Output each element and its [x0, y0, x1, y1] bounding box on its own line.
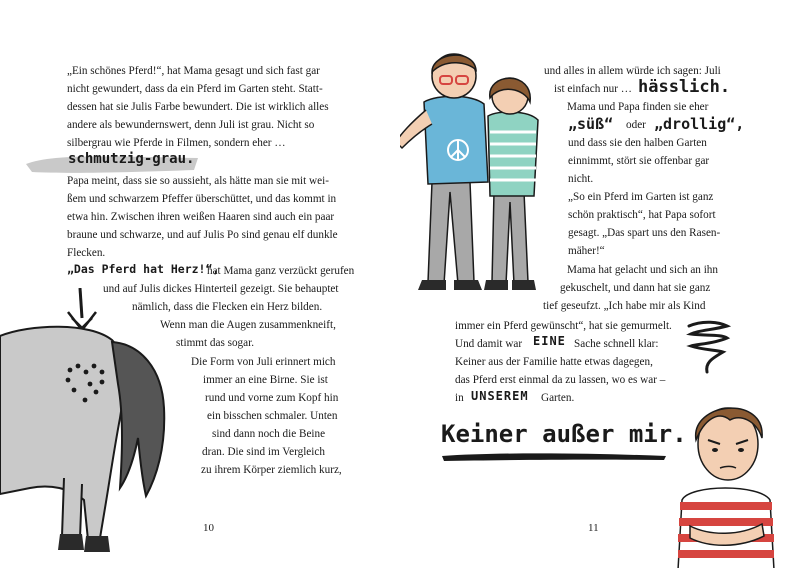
handwritten-drollig: „drollig“,	[654, 115, 745, 133]
text-line: schön praktisch“, hat Papa sofort	[568, 209, 716, 221]
text-line: rund und vorne zum Kopf hin	[205, 392, 339, 404]
text-line: und alles in allem würde ich sagen: Juli	[544, 65, 721, 77]
text-line: nämlich, dass die Flecken ein Herz bilden.	[132, 301, 323, 313]
handwritten-eine: EINE	[533, 334, 566, 348]
girl-illustration	[670, 380, 780, 568]
text-line: nicht gewundert, dass da ein Pferd im Garten steht. Statt-	[67, 83, 323, 95]
text-line: braune und schwarze, und auf Julis Po sind genau elf dunkle	[67, 229, 338, 241]
text-line: immer ein Pferd gewünscht“, hat sie gemurmelt.	[455, 320, 672, 332]
text-line: und dass sie den halben Garten	[568, 137, 707, 149]
text-line: Und damit war	[455, 338, 523, 350]
text-line: stimmt das sogar.	[176, 337, 255, 349]
text-line: mäher!“	[568, 245, 605, 257]
handwritten-suess: „süß“	[568, 115, 614, 133]
text-line: in	[455, 392, 464, 404]
handwritten-unserem: UNSEREM	[471, 389, 529, 403]
text-line: Flecken.	[67, 247, 106, 259]
text-line: oder	[626, 119, 646, 131]
handwritten-keiner-ausser-mir: Keiner außer mir.	[441, 420, 687, 448]
text-line: Keiner aus der Familie hatte etwas dagegen,	[455, 356, 653, 368]
text-line: dran. Die sind im Vergleich	[202, 446, 325, 458]
handwritten-schmutzig-grau: schmutzig-grau.	[68, 151, 195, 167]
parents-illustration	[400, 32, 558, 302]
text-line: immer an eine Birne. Sie ist	[203, 374, 328, 386]
text-line: Mama hat gelacht und sich an ihn	[567, 264, 718, 276]
text-line: hat Mama ganz verzückt gerufen	[207, 265, 355, 277]
text-line: tief geseufzt. „Ich habe mir als Kind	[543, 300, 706, 312]
text-line: Mama und Papa finden sie eher	[567, 101, 709, 113]
underline-brush-stroke	[440, 450, 670, 464]
page-number: 11	[588, 522, 599, 534]
handwritten-haesslich: hässlich.	[638, 77, 731, 97]
text-line: Sache schnell klar:	[574, 338, 659, 350]
text-line: gekuschelt, und dann hat sie ganz	[560, 282, 711, 294]
text-line: andere als bewundernswert, denn Juli ist grau. Nicht so	[67, 119, 315, 131]
text-line: das Pferd erst einmal da zu lassen, wo es war –	[455, 374, 666, 386]
text-line: ßem und schwarzem Pfeffer überschüttet, und das kommt in	[67, 193, 337, 205]
text-line: einnimmt, stört sie offenbar gar	[568, 155, 710, 167]
text-line: Wenn man die Augen zusammenkneift,	[160, 319, 336, 331]
text-line: zu ihrem Körper ziemlich kurz,	[201, 464, 342, 476]
text-line: Garten.	[541, 392, 575, 404]
text-line: dessen hat sie Julis Farbe bewundert. Die ist wirklich alles	[67, 101, 329, 113]
right-page	[400, 0, 800, 568]
text-line: Die Form von Juli erinnert mich	[191, 356, 336, 368]
text-line: ist einfach nur …	[554, 83, 632, 95]
text-line: ein bisschen schmaler. Unten	[207, 410, 338, 422]
text-line: etwa hin. Zwischen ihren weißen Haaren sind auch ein paar	[67, 211, 335, 223]
text-line: „Ein schönes Pferd!“, hat Mama gesagt und sich fast gar	[67, 65, 320, 77]
text-line: sind dann noch die Beine	[212, 428, 326, 440]
text-line: gesagt. „Das spart uns den Rasen-	[568, 227, 721, 239]
text-line: nicht.	[568, 173, 594, 185]
text-line: und auf Julis dickes Hinterteil gezeigt. Sie behauptet	[103, 283, 339, 295]
handwritten-das-pferd-hat-herz: „Das Pferd hat Herz!“,	[67, 262, 220, 276]
text-line: „So ein Pferd im Garten ist ganz	[568, 191, 714, 203]
horse-illustration	[0, 288, 200, 568]
text-line: Papa meint, dass sie so aussieht, als hätte man sie mit wei-	[67, 175, 329, 187]
storm-scribble-icon	[683, 318, 733, 378]
page-number: 10	[203, 522, 214, 534]
text-line: silbergrau wie Pferde in Filmen, sondern eher …	[67, 137, 286, 149]
